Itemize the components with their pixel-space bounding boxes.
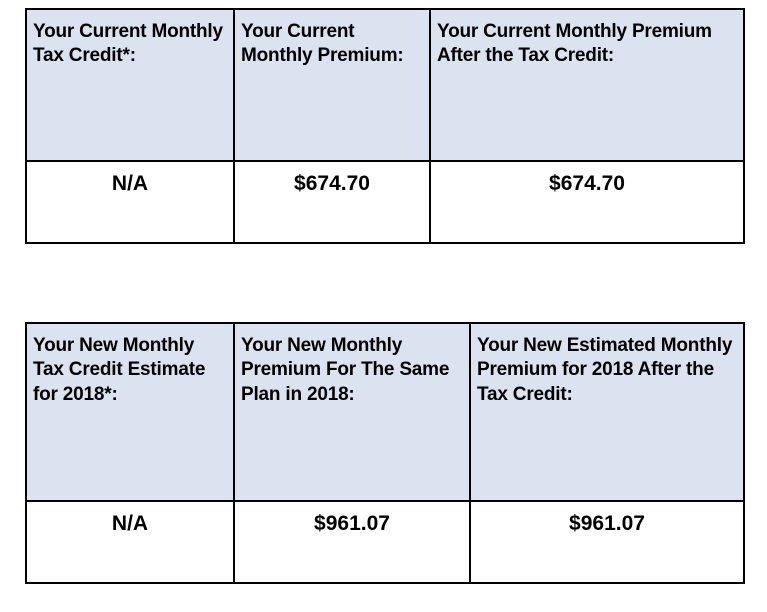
header-current-premium-after-credit: Your Current Monthly Premium After the Tax Credit:: [430, 9, 744, 161]
value-new-tax-credit: N/A: [26, 501, 234, 583]
header-new-tax-credit: Your New Monthly Tax Credit Estimate for 2018*:: [26, 323, 234, 501]
value-current-premium: $674.70: [234, 161, 430, 243]
table-row: [26, 161, 744, 243]
value-current-premium-after-credit: $674.70: [430, 161, 744, 243]
current-premium-table: [25, 8, 745, 244]
header-current-premium: Your Current Monthly Premium:: [234, 9, 430, 161]
value-current-tax-credit: N/A: [26, 161, 234, 243]
value-new-premium-after-credit: $961.07: [470, 501, 744, 583]
header-new-premium-after-credit: Your New Estimated Monthly Premium for 2018 After the Tax Credit:: [470, 323, 744, 501]
table-row: [26, 501, 744, 583]
header-current-tax-credit: Your Current Monthly Tax Credit*:: [26, 9, 234, 161]
new-premium-table: [25, 322, 745, 584]
value-new-premium: $961.07: [234, 501, 470, 583]
table-row: [26, 9, 744, 161]
table-row: [26, 323, 744, 501]
header-new-premium: Your New Monthly Premium For The Same Plan in 2018:: [234, 323, 470, 501]
